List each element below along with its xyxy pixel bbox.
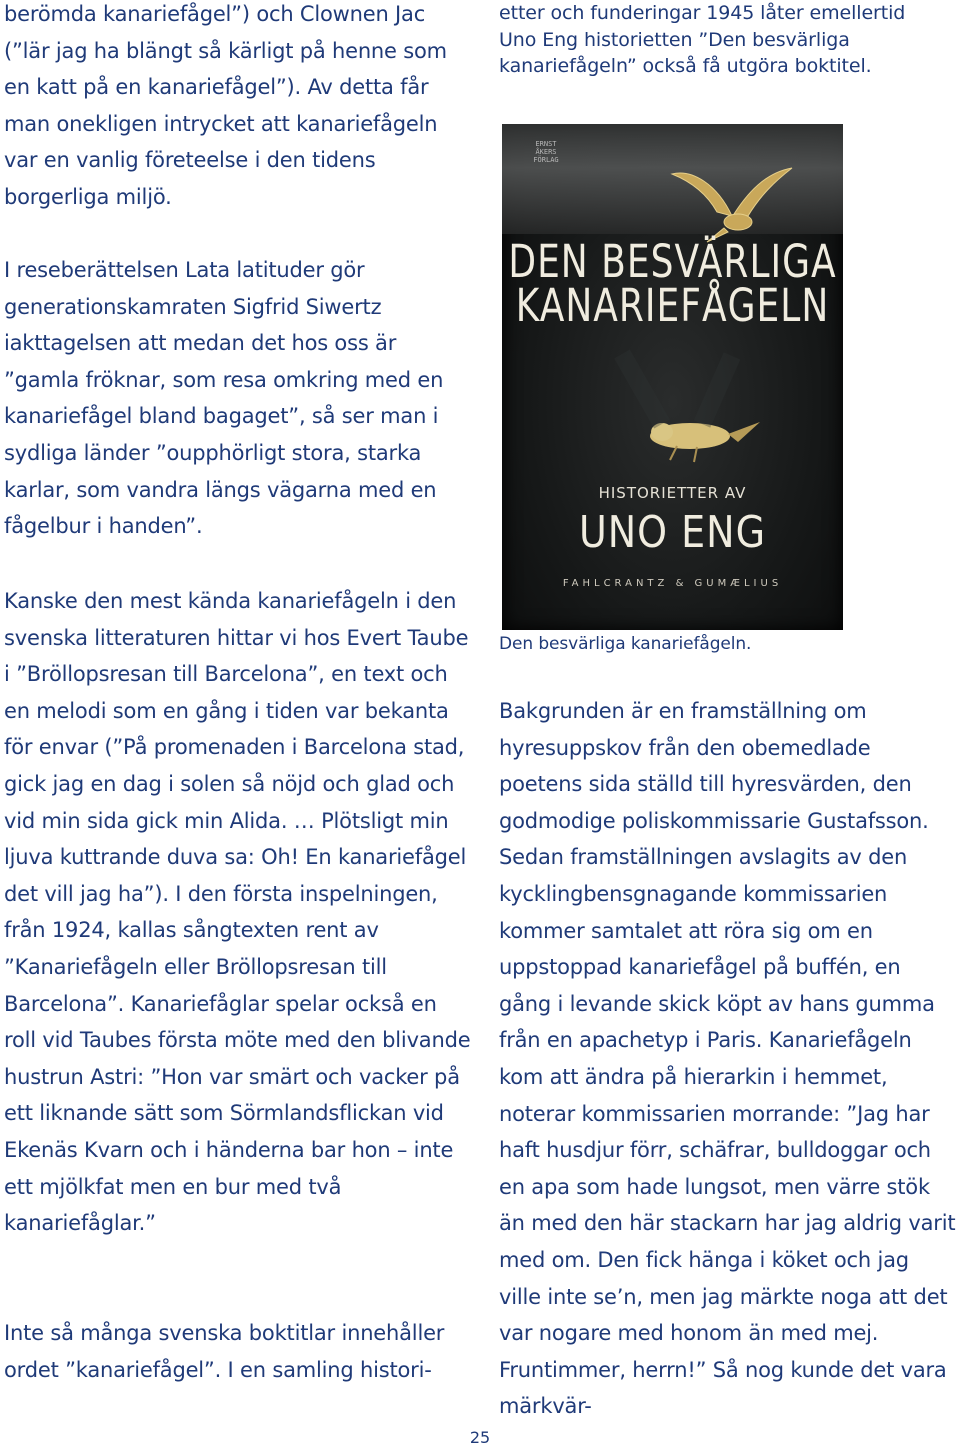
paragraph-right-1: etter och funderingar 1945 låter emellertid Uno Eng historietten ”Den besvärliga kanariefågeln” också få utgöra boktitel. [499,2,906,77]
paragraph-right-2: Bakgrunden är en framställning om hyresuppskov från den obemedlade poetens sida ställd till hyresvärden, den godmodige poliskommissarie Gustafsson. Sedan framställningen avslagits av den kycklingbensgnagande kommissarien kommer samtalet att röra sig om en uppstoppad kanariefågel på buffén, en gång i levande skick köpt av hans gumma från en apachetyp i Paris. Kanariefågeln kom att ändra på hierarkin i hemmet, noterar kommissarien morrande: ”Jag har haft husdjur förr, schäfrar, bulldoggar och en apa som hade lungsot, men värre stök än med den här stackarn har jag aldrig varit med om. Den fick hänga i köket och jag ville inte se’n, men jag märkte noga att det var nogare med honom än med mej. Fruntimmer, herrn!” Så nog kunde det vara märkvär- [499,699,956,1419]
right-column-intro [499,0,947,80]
cover-title-line2: KANARIEFÅGELN [515,280,830,333]
publisher-badge: ERNST ÅKERS FÖRLAG [533,140,559,164]
cover-byline: HISTORIETTER AV [598,484,747,502]
cover-publisher: FAHLCRANTZ & GUMÆLIUS [562,578,783,589]
book-cover-image [502,124,843,630]
left-column [4,0,474,216]
paragraph-2: I reseberättelsen Lata latituder gör generationskamraten Sigfrid Siwertz iakttagelsen att medan det hos oss är ”gamla fröknar, som resa omkring med en kanariefågel bland bagaget”, så ser man i sydliga länder ”oupphörligt stora, starka karlar, som vandra längs vägarna med en fågelbur i handen”. [4,258,444,539]
paragraph-4: Inte så många svenska boktitlar innehåller ordet ”kanariefågel”. I en samling histori- [4,1321,445,1382]
figure-caption: Den besvärliga kanariefågeln. [499,634,752,654]
paragraph-3: Kanske den mest kända kanariefågeln i den svenska litteraturen hittar vi hos Evert Taube i ”Bröllopsresan till Barcelona”, en text och en melodi som en gång i tiden var bekanta för envar (”På promenaden i Barcelona stad, gick jag en dag i solen så nöjd och glad och vid min sida gick min Alida. … Plötsligt min ljuva kuttrande duva sa: Oh! En kanariefågel det vill jag ha”). I den första inspelningen, från 1924, kallas sångtexten rent av ”Kanariefågeln eller Bröllopsresan till Barcelona”. Kanariefåglar spelar också en roll vid Taubes första möte med den blivande hustrun Astri: ”Hon var smärt och vacker på ett liknande sätt som Sörmlandsflickan vid Ekenäs Kvarn och i händerna bar hon – inte ett mjölkfat men en bur med två kanariefåglar.” [4,589,471,1236]
cover-author: UNO ENG [578,506,767,558]
paragraph-1: berömda kanariefågel”) och Clownen Jac (”lär jag ha blängt så kärligt på henne som en katt på en kanariefågel”). Av detta får man onekligen intrycket att kanariefågeln var en vanlig företeelse i den tidens borgerliga miljö. [4,2,447,209]
left-column-p3 [4,583,474,1242]
page-number: 25 [469,1428,491,1447]
right-column-body [499,693,957,1425]
left-column-p2 [4,252,474,545]
flying-bird-icon [672,168,792,242]
fallen-bird-icon [650,422,760,462]
cover-title-line1: DEN BESVÄRLIGA [508,236,837,289]
left-column-p4 [4,1315,474,1388]
